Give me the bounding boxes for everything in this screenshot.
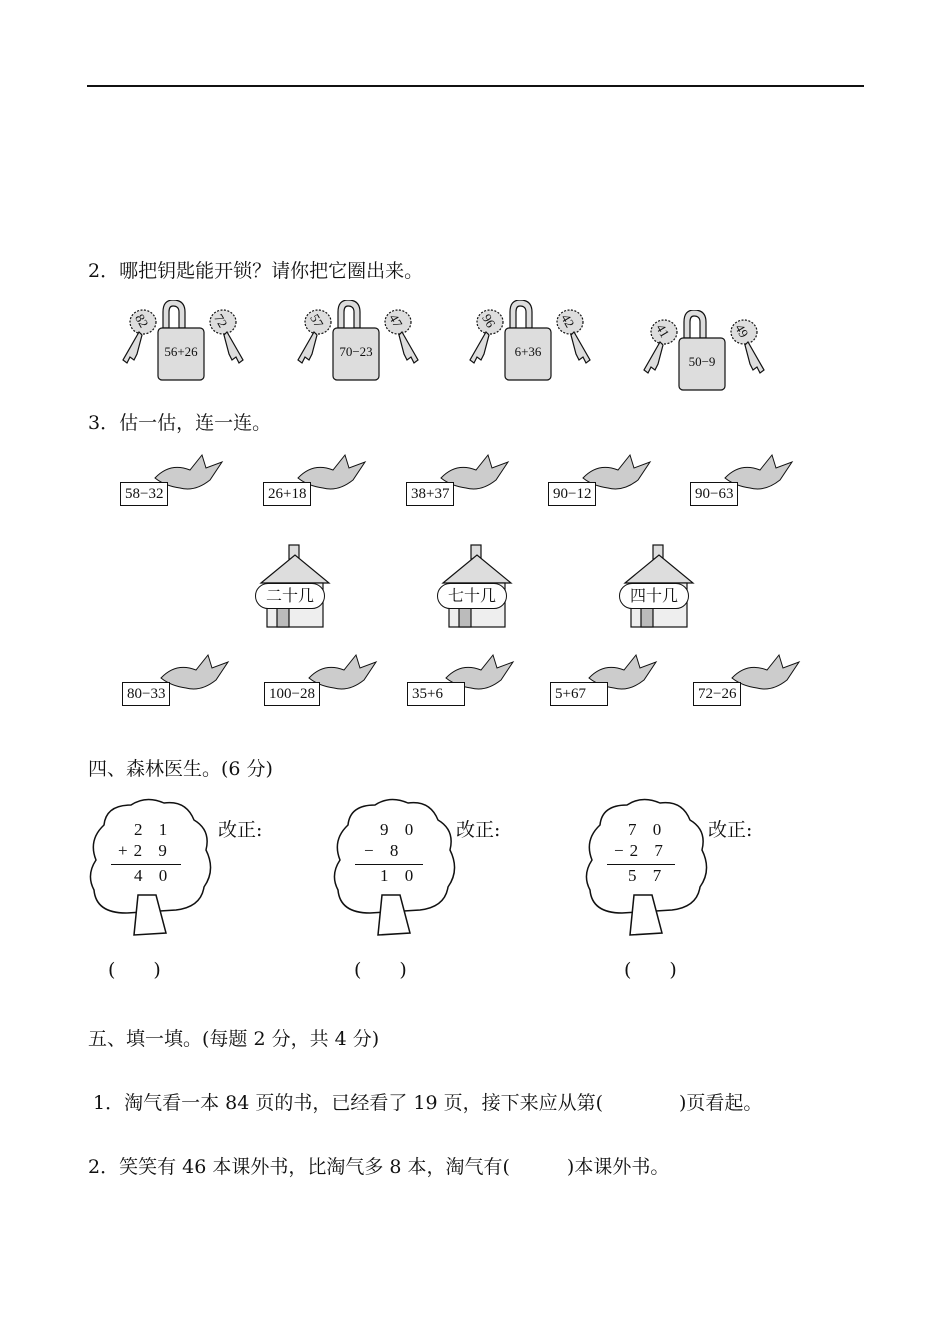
expression-box: 58−32 [120,482,168,506]
q3-top-row [0,450,950,520]
house-label: 二十几 [255,583,325,609]
calc-result: 1 0 [380,866,420,885]
key-right-number: 47 [386,311,406,331]
house[interactable] [619,543,699,633]
expression-box: 5+67 [550,682,608,706]
tree-problem-3 [582,795,862,985]
lock-expression: 6+36 [514,344,542,359]
fill-question-2[interactable]: 2．笑笑有 46 本课外书，比淘气多 8 本，淘气有( )本课外书。 [88,1156,670,1178]
section5-title: 五、填一填。(每题 2 分，共 4 分) [88,1028,380,1050]
q3-bottom-row [0,650,950,720]
q2-lock-key-row [0,300,950,390]
lock-expression: 56+26 [164,344,198,359]
lock-group-3 [462,300,607,385]
house-label: 七十几 [437,583,507,609]
calc-operand: +2 9 [118,841,173,860]
correct-label: 改正: [708,819,753,841]
calc-operand: − 8 [364,841,405,860]
answer-blank[interactable]: ( ) [354,959,407,981]
lock-group-1 [115,300,260,385]
correct-label: 改正: [456,819,501,841]
expression-box: 90−12 [548,482,596,506]
expression-box: 72−26 [693,682,741,706]
key-left-number: 41 [653,321,673,341]
calc-top: 7 0 [628,820,668,839]
expression-box: 80−33 [122,682,170,706]
key-right-number: 72 [211,311,231,331]
key-left-number: 57 [307,311,327,331]
answer-blank[interactable]: ( ) [108,959,161,981]
lock-expression: 50−9 [688,354,716,369]
key-left-icon[interactable] [115,300,260,385]
answer-blank[interactable]: ( ) [624,959,677,981]
expression-box: 26+18 [263,482,311,506]
calc-result: 5 7 [628,866,668,885]
lock-expression: 70−23 [339,344,373,359]
tree-problem-2 [330,795,610,985]
key-lock-icon[interactable] [290,300,435,385]
q3-houses-row [0,543,950,635]
calc-top: 2 1 [134,820,174,839]
q3-title: 3．估一估，连一连。 [88,412,272,434]
house[interactable] [437,543,517,633]
house[interactable] [255,543,335,633]
q2-title: 2．哪把钥匙能开锁？请你把它圈出来。 [88,260,424,282]
expression-box: 35+6 [407,682,465,706]
key-lock-icon[interactable] [462,300,607,385]
expression-box: 38+37 [406,482,454,506]
calc-underline [607,864,675,865]
calc-result: 4 0 [134,866,174,885]
expression-box: 100−28 [264,682,320,706]
forest-doctor-row [0,795,950,995]
calc-top: 9 0 [380,820,420,839]
calc-underline [111,864,181,865]
tree-problem-1 [86,795,366,985]
correct-label: 改正: [218,819,263,841]
fill-question-1[interactable]: 1．淘气看一本 84 页的书，已经看了 19 页，接下来应从第( )页看起。 [93,1092,763,1114]
key-left-number: 82 [132,311,152,331]
key-lock-icon[interactable] [636,310,781,395]
header-rule [87,85,864,87]
house-label: 四十几 [619,583,689,609]
calc-underline [355,864,423,865]
calc-operand: −2 7 [614,841,669,860]
lock-group-2 [290,300,435,385]
key-right-number: 49 [732,321,752,341]
section4-title: 四、森林医生。(6 分) [88,758,273,780]
key-right-number: 42 [558,311,578,331]
expression-box: 90−63 [690,482,738,506]
key-left-number: 96 [479,311,499,331]
lock-group-4 [636,310,781,395]
